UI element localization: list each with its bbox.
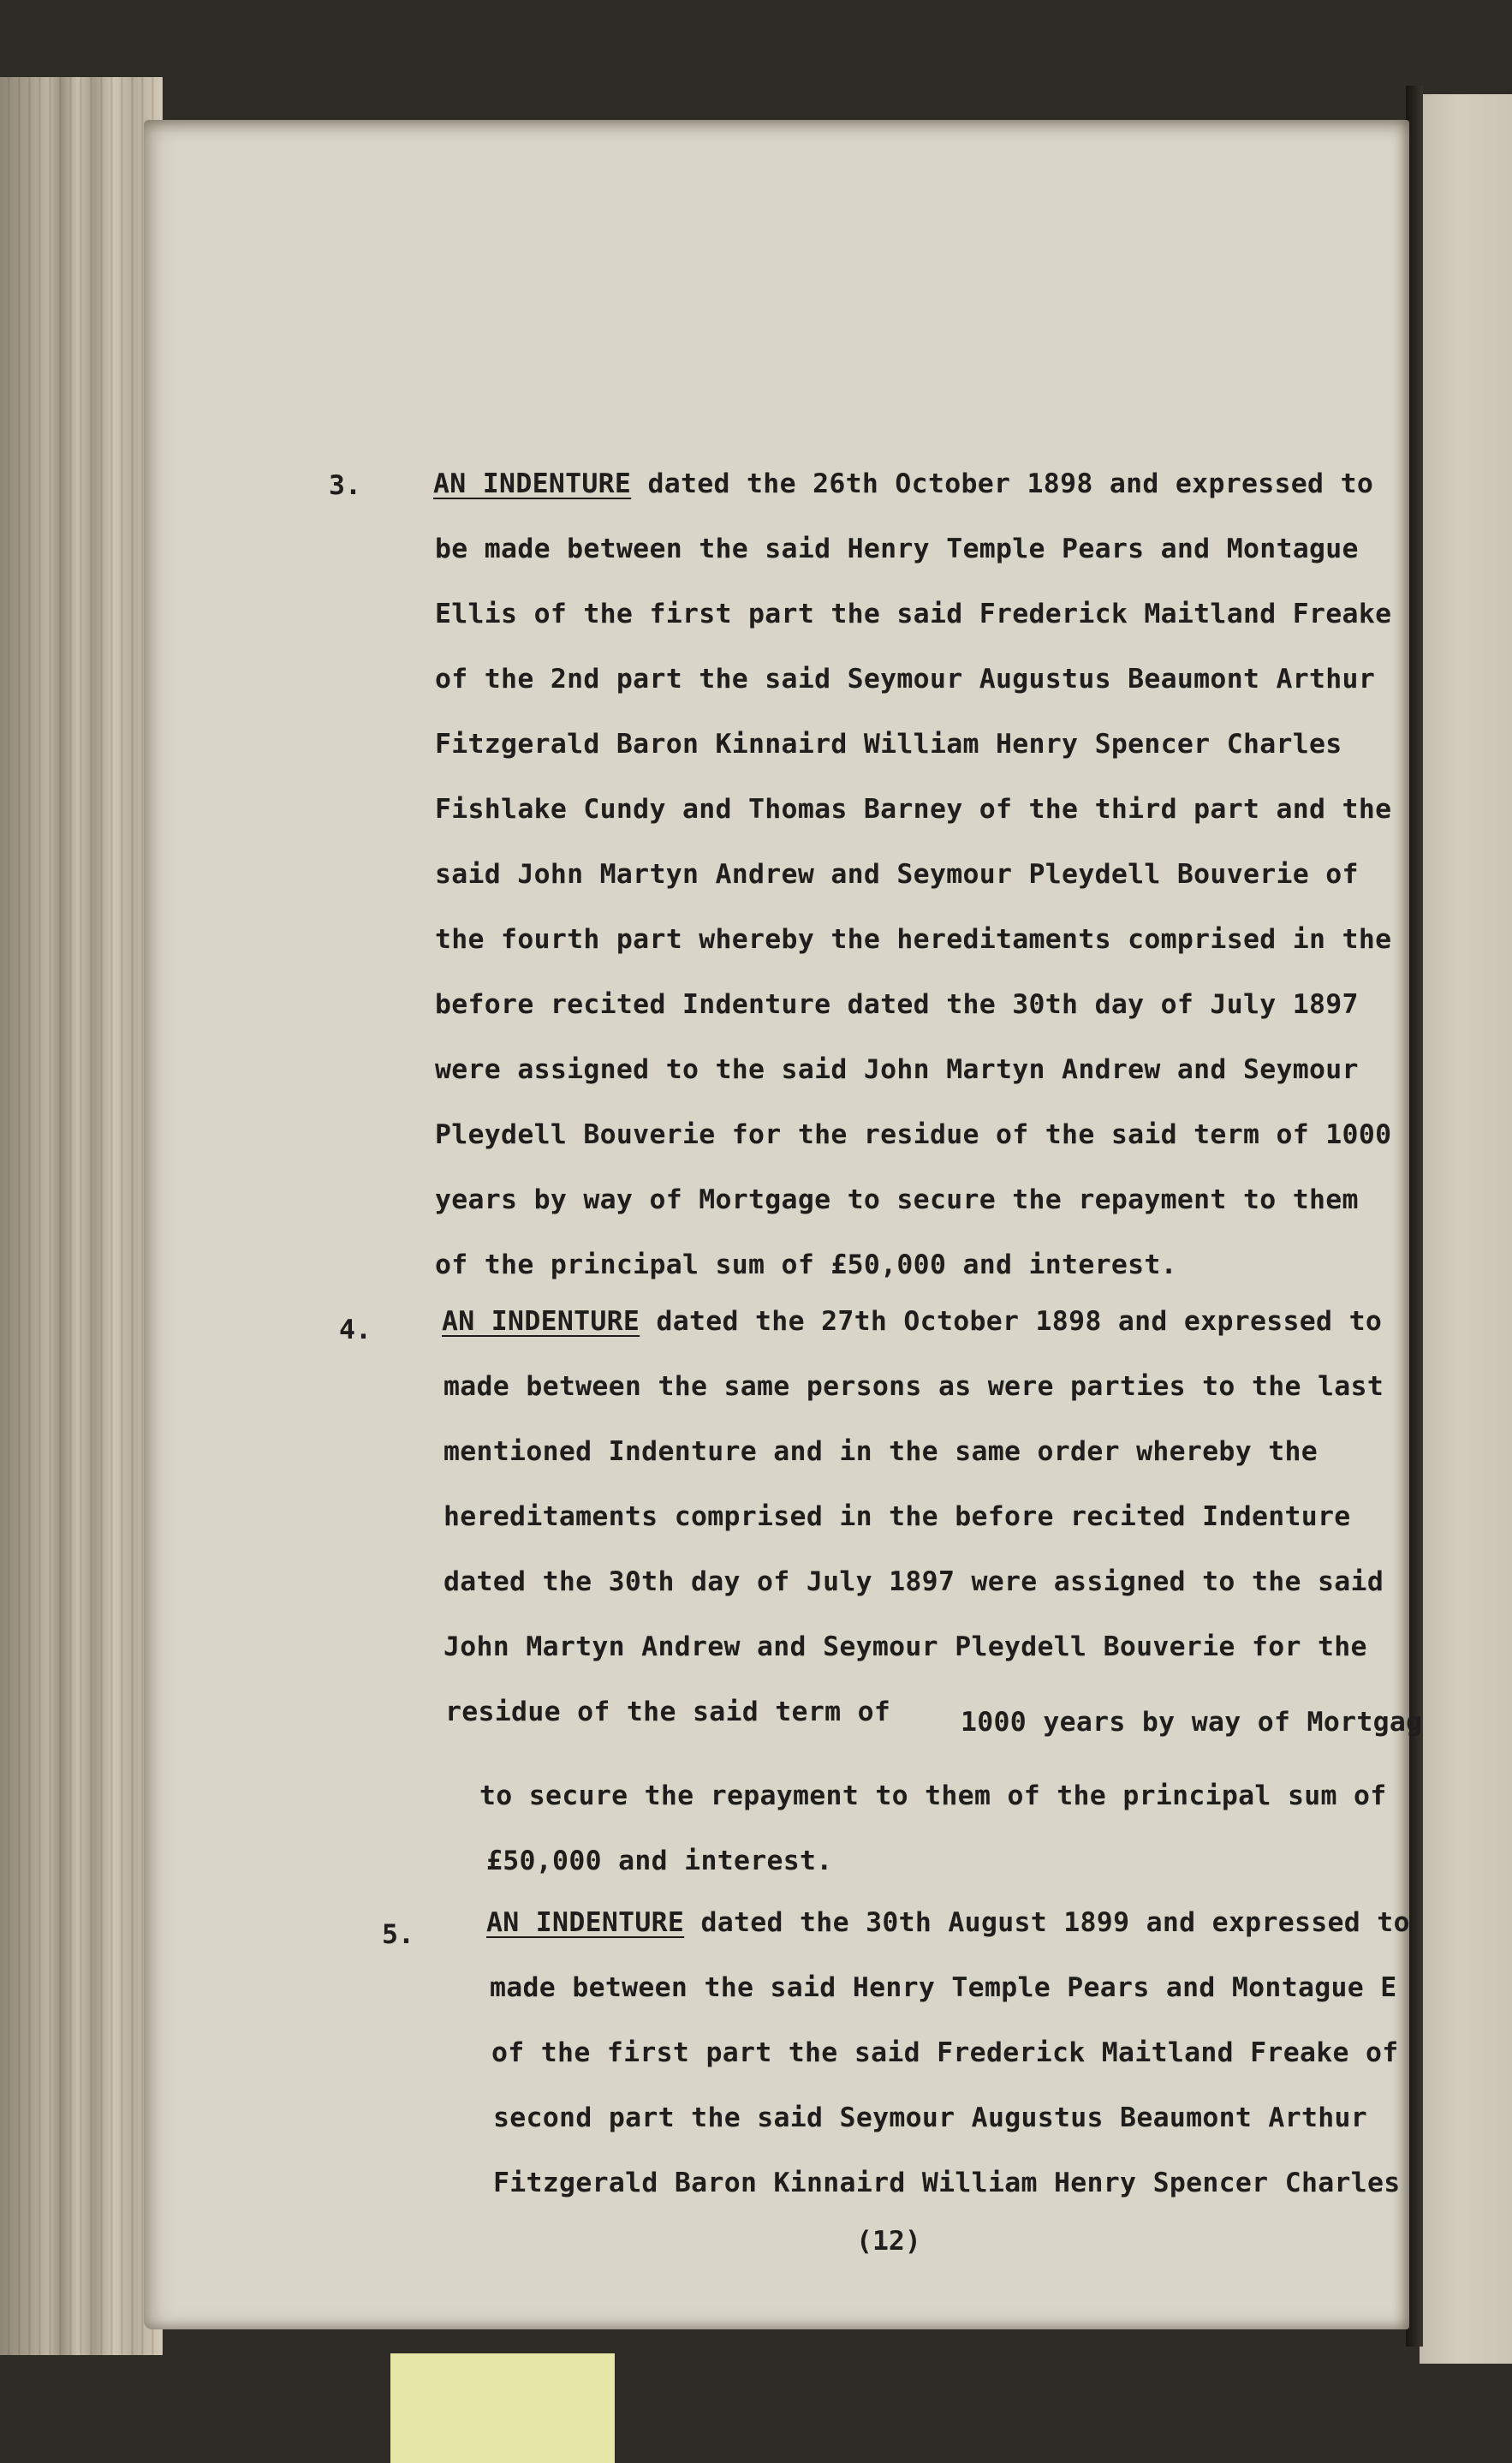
paragraph-first-line: AN INDENTURE dated the 27th October 1898 and expressed to [442,1306,1383,1337]
paragraph-first-line: AN INDENTURE dated the 30th August 1899 and expressed to [486,1907,1410,1938]
text-line: of the principal sum of £50,000 and interest. [435,1249,1177,1280]
text-line: Fitzgerald Baron Kinnaird William Henry Spencer Charles [435,729,1342,760]
facing-page [1420,94,1512,2364]
paragraph-number: 4. [339,1315,372,1345]
text-line: of the 2nd part the said Seymour Augustus Beaumont Arthur [435,664,1376,695]
text-line: Fishlake Cundy and Thomas Barney of the third part and the [435,794,1392,825]
paragraph-number: 3. [329,470,361,501]
text-line: residue of the said term of [445,1697,891,1727]
indenture-heading: AN INDENTURE [442,1306,640,1337]
text-line: second part the said Seymour Augustus Beaumont Arthur [493,2102,1368,2133]
indenture-heading: AN INDENTURE [486,1907,685,1938]
text-line: Pleydell Bouverie for the residue of the said term of 1000 [435,1119,1392,1150]
text-line: said John Martyn Andrew and Seymour Pleydell Bouverie of [435,859,1359,890]
paper-tab [390,2353,615,2463]
text-line: £50,000 and interest. [486,1846,833,1876]
text-line: made between the same persons as were parties to the last [443,1371,1384,1402]
text-line: made between the said Henry Temple Pears and Montague E [490,1972,1397,2003]
page-stack-edges [0,77,163,2355]
text-line: be made between the said Henry Temple Pears and Montague [435,534,1359,564]
text-line: to secure the repayment to them of the principal sum of [479,1780,1387,1811]
text-line: were assigned to the said John Martyn Andrew and Seymour [435,1054,1359,1085]
text-line: John Martyn Andrew and Seymour Pleydell Bouverie for the [443,1631,1367,1662]
text-line: the fourth part whereby the hereditaments comprised in the [435,924,1392,955]
inline-text-fragment: 1000 years by way of Mortgag [961,1707,1423,1738]
indenture-heading: AN INDENTURE [433,468,632,499]
text-line: Fitzgerald Baron Kinnaird William Henry Spencer Charles [493,2168,1401,2198]
text-line: years by way of Mortgage to secure the repayment to them [435,1184,1359,1215]
text-line: hereditaments comprised in the before recited Indenture [443,1501,1351,1532]
text-line: mentioned Indenture and in the same order whereby the [443,1436,1319,1467]
text-line: of the first part the said Frederick Maitland Freake of [491,2037,1399,2068]
text-line: Ellis of the first part the said Frederick Maitland Freake [435,599,1392,629]
paragraph-number: 5. [382,1919,414,1950]
text-line: dated the 30th day of July 1897 were assigned to the said [443,1566,1384,1597]
page-number: (12) [856,2226,921,2257]
text-line: before recited Indenture dated the 30th day of July 1897 [435,989,1359,1020]
paragraph-first-line: AN INDENTURE dated the 26th October 1898 and expressed to [433,468,1374,499]
